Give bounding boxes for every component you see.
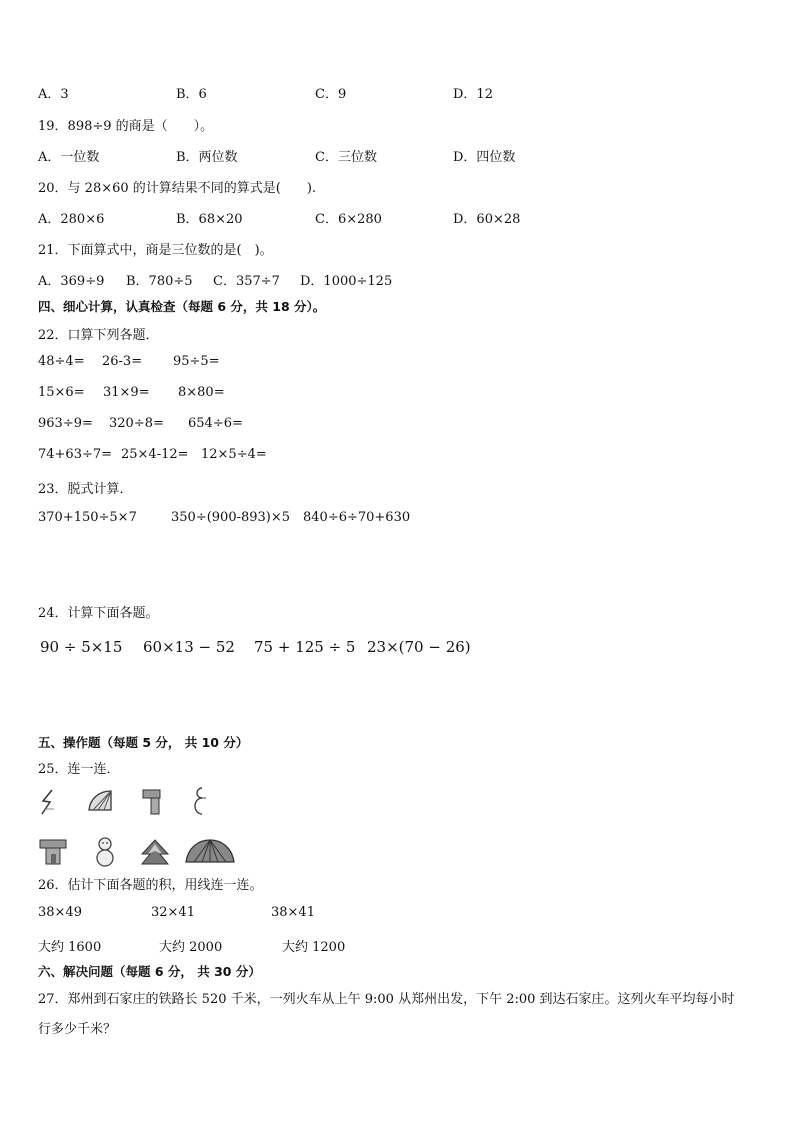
q22-item: 320÷8= <box>109 416 164 431</box>
q24-item: 23×(70 − 26) <box>367 638 471 656</box>
q18-option-b: B．6 <box>176 87 207 102</box>
q26-estimate: 大约 2000 <box>159 940 223 955</box>
q26-product: 38×49 <box>38 905 82 920</box>
q22-item: 8×80= <box>178 385 225 400</box>
q24-stem: 24．计算下面各题。 <box>38 606 159 621</box>
q25-stem: 25．连一连． <box>38 762 120 777</box>
q19-option-c: C．三位数 <box>315 150 377 165</box>
q18-option-c: C．9 <box>315 87 347 102</box>
q21-option-a: A．369÷9 <box>38 274 105 289</box>
q24-item: 60×13 − 52 <box>143 638 235 656</box>
q21-option-d: D．1000÷125 <box>300 274 393 289</box>
umbrella-icon <box>184 838 236 864</box>
section-5-title: 五、操作题（每题 5 分， 共 10 分） <box>38 735 249 750</box>
q19-option-a: A．一位数 <box>38 150 100 165</box>
q26-estimate: 大约 1200 <box>282 940 346 955</box>
q18-option-d: D．12 <box>453 87 493 102</box>
q19-option-b: B．两位数 <box>176 150 238 165</box>
house-icon <box>38 838 68 866</box>
q22-item: 31×9= <box>103 385 150 400</box>
q23-stem: 23．脱式计算． <box>38 482 133 497</box>
q21-stem: 21．下面算式中，商是三位数的是( )。 <box>38 243 273 258</box>
q24-item: 90 ÷ 5×15 <box>40 638 123 656</box>
lightning-icon <box>140 838 170 866</box>
q26-stem: 26．估计下面各题的积，用线连一连。 <box>38 878 263 893</box>
snowman-half-icon <box>192 786 212 816</box>
section-6-title: 六、解决问题（每题 6 分， 共 30 分） <box>38 964 261 979</box>
umbrella-half-icon <box>86 788 114 814</box>
lightning-half-icon <box>38 788 60 816</box>
snowman-icon <box>94 836 116 868</box>
q23-item: 370+150÷5×7 <box>38 510 137 525</box>
q22-item: 26-3= <box>102 354 143 369</box>
q20-stem: 20．与 28×60 的计算结果不同的算式是( ). <box>38 181 317 196</box>
q22-item: 15×6= <box>38 385 85 400</box>
q23-item: 840÷6÷70+630 <box>303 510 411 525</box>
q21-option-b: B．780÷5 <box>126 274 193 289</box>
q22-item: 48÷4= <box>38 354 85 369</box>
q26-product: 32×41 <box>151 905 195 920</box>
q19-option-d: D．四位数 <box>453 150 516 165</box>
q21-option-c: C．357÷7 <box>213 274 280 289</box>
q19-stem: 19．898÷9 的商是（ ）。 <box>38 119 214 134</box>
q22-item: 654÷6= <box>188 416 243 431</box>
q20-option-c: C．6×280 <box>315 212 382 227</box>
q26-estimate: 大约 1600 <box>38 940 102 955</box>
q22-item: 963÷9= <box>38 416 93 431</box>
house-half-icon <box>140 788 162 816</box>
q23-item: 350÷(900-893)×5 <box>171 510 291 525</box>
q18-option-a: A．3 <box>38 87 69 102</box>
q20-option-b: B．68×20 <box>176 212 243 227</box>
q26-product: 38×41 <box>271 905 315 920</box>
section-4-title: 四、细心计算，认真检查（每题 6 分，共 18 分）。 <box>38 299 326 314</box>
q22-item: 12×5÷4= <box>201 447 267 462</box>
q20-option-d: D．60×28 <box>453 212 521 227</box>
q22-item: 74+63÷7= <box>38 447 113 462</box>
q24-item: 75 + 125 ÷ 5 <box>254 638 356 656</box>
q22-item: 25×4-12= <box>121 447 189 462</box>
q22-item: 95÷5= <box>173 354 220 369</box>
q20-option-a: A．280×6 <box>38 212 105 227</box>
q22-stem: 22．口算下列各题． <box>38 328 159 343</box>
q27-line-1: 27．郑州到石家庄的铁路长 520 千米，一列火车从上午 9:00 从郑州出发，下午 2:00 到达石家庄。这列火车平均每小时 <box>38 992 735 1007</box>
q27-line-2: 行多少千米？ <box>38 1022 117 1037</box>
